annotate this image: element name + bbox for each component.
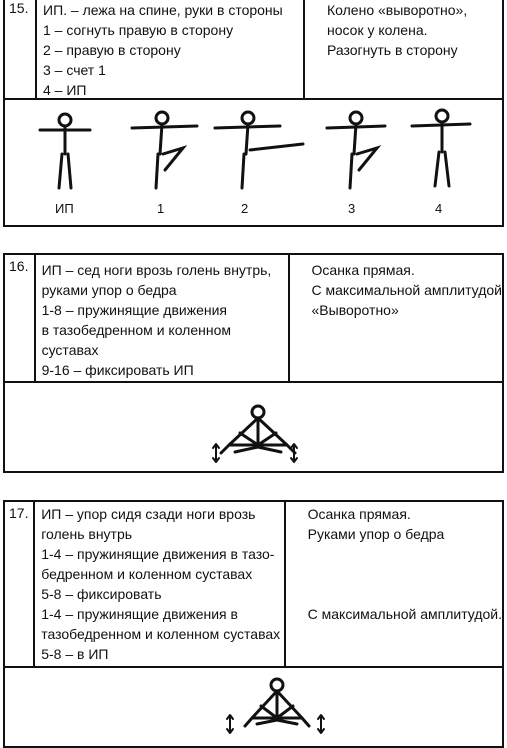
desc-line: 3 – счет 1 (43, 62, 106, 78)
stick-figure-start-pose (40, 114, 90, 188)
desc-line: 1-4 – пружинящие движения в (41, 606, 238, 622)
exercise-16-text-row (5, 255, 502, 383)
exercise-description (37, 0, 305, 98)
desc-line: 1-8 – пружинящие движения (41, 302, 227, 318)
exercise-number: 15. (5, 0, 37, 98)
stick-figure-pose-3 (327, 112, 385, 188)
desc-line: суставах (41, 342, 99, 358)
figure-label: 1 (157, 201, 165, 216)
stick-figure-pose-4 (412, 110, 470, 186)
exercise-15 (3, 0, 504, 227)
exercise-15-text-row (5, 0, 502, 100)
note-line: Разогнуть в сторону (327, 42, 458, 58)
figure-label: 2 (241, 201, 249, 216)
desc-line: 1-4 – пружинящие движения в тазо- (41, 546, 275, 562)
exercise-notes (290, 255, 502, 381)
desc-line: в тазобедренном и коленном (41, 322, 231, 338)
note-line: С максимальной амплитудой (311, 282, 502, 298)
desc-line: 9-16 – фиксировать ИП (41, 362, 194, 378)
exercise-description (36, 255, 290, 381)
desc-line: 2 – правую в сторону (43, 42, 181, 58)
seated-butterfly-figure (221, 406, 295, 453)
exercise-17-text-row (5, 502, 502, 668)
exercise-number: 17. (5, 502, 35, 666)
desc-line: руками упор о бедра (41, 282, 177, 298)
stick-figure-pose-2 (215, 112, 303, 188)
desc-line: 5-8 – фиксировать (41, 586, 162, 602)
exercise-17-figure (5, 666, 502, 746)
seated-support-figure (245, 679, 309, 726)
desc-line: тазобедренном и коленном суставах (41, 626, 281, 642)
desc-line: ИП. – лежа на спине, руки в стороны (43, 2, 283, 18)
note-line: «Выворотно» (311, 302, 399, 318)
up-down-arrow-icon (318, 715, 324, 733)
figure-label: 4 (435, 201, 443, 216)
up-down-arrow-icon (213, 444, 219, 462)
exercise-17 (3, 500, 504, 748)
desc-line: ИП – сед ноги врозь голень внутрь, (41, 262, 272, 278)
note-line: носок у колена. (327, 22, 428, 38)
note-line: Осанка прямая. (311, 262, 415, 278)
stick-figure-pose-1 (132, 112, 197, 188)
exercise-16 (3, 253, 504, 473)
note-line: Осанка прямая. (307, 506, 411, 522)
desc-line: 5-8 – в ИП (41, 646, 109, 662)
exercise-number: 16. (5, 255, 36, 381)
desc-line: голень внутрь (41, 526, 133, 542)
figure-label: 3 (348, 201, 356, 216)
desc-line: 1 – согнуть правую в сторону (43, 22, 234, 38)
desc-line: 4 – ИП (43, 82, 87, 98)
exercise-16-figure (5, 381, 502, 471)
note-line: С максимальной амплитудой. (307, 606, 502, 622)
note-line: Руками упор о бедра (307, 526, 445, 542)
up-down-arrow-icon (227, 715, 233, 733)
exercise-notes (305, 0, 502, 98)
note-line: Колено «выворотно», (327, 2, 468, 18)
desc-line: бедренном и коленном суставах (41, 566, 253, 582)
exercise-description (35, 502, 285, 666)
desc-line: ИП – упор сидя сзади ноги врозь (41, 506, 256, 522)
exercise-15-figures (5, 98, 502, 225)
figure-label: ИП (55, 201, 74, 216)
exercise-notes (286, 502, 502, 666)
